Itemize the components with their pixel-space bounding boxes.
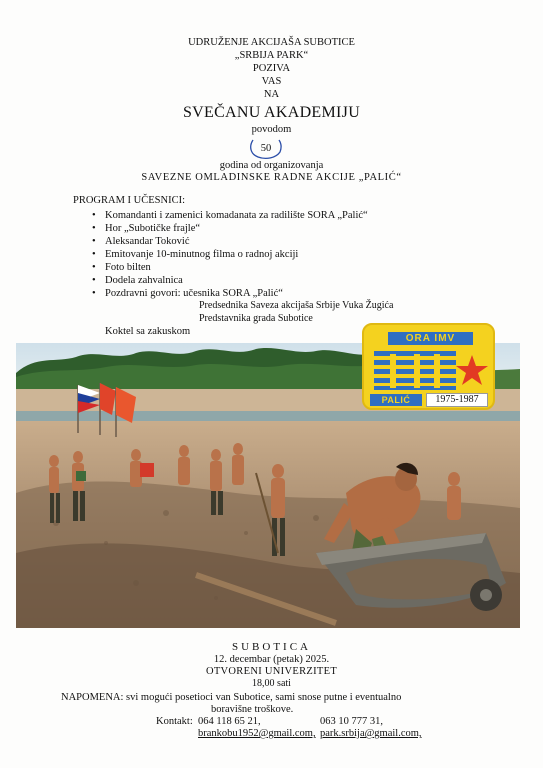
contact-email-1[interactable]: brankobu1952@gmail.com, — [198, 728, 316, 739]
badge-place: PALIĆ — [370, 394, 422, 406]
badge-footer — [368, 393, 491, 407]
program-item: • Foto bilten — [92, 261, 368, 274]
event-city: SUBOTICA — [231, 641, 311, 653]
event-date: 12. decembar (petak) 2025. — [213, 654, 330, 665]
badge-years: 1975-1987 — [426, 393, 488, 407]
organizer-name: UDRUŽENJE AKCIJAŠA SUBOTICE — [188, 37, 355, 48]
note-line-2: boravišne troškove. — [211, 704, 294, 715]
badge-title: ORA IMV — [388, 332, 473, 345]
event-time: 18,00 sati — [252, 678, 291, 689]
speaker-item: Predstavnika grada Subotice — [199, 313, 313, 324]
invite-word-poziva: POZIVA — [252, 63, 291, 74]
note-line-1: NAPOMENA: svi mogući posetioci van Subotice, sami snose putne i eventualno — [61, 692, 402, 703]
speaker-item: Predsednika Saveza akcijaša Srbije Vuka Žugića — [199, 300, 394, 311]
star-emblem-icon — [370, 349, 489, 391]
occasion-action-name: SAVEZNE OMLADINSKE RADNE AKCIJE „PALIĆ“ — [141, 172, 402, 183]
occasion-povodom: povodom — [251, 124, 292, 135]
contact-phone-1: 064 118 65 21, — [198, 716, 261, 727]
anniversary-number-text: 50 — [260, 143, 272, 154]
contact-label: Kontakt: — [156, 716, 193, 727]
program-heading: PROGRAM I UČESNICI: — [73, 195, 186, 206]
organizer-subtitle: „SRBIJA PARK“ — [234, 50, 309, 61]
occasion-years-text: godina od organizovanja — [219, 160, 324, 171]
invite-word-na: NA — [263, 89, 280, 100]
event-venue: OTVORENI UNIVERZITET — [205, 666, 338, 677]
ora-imv-badge — [362, 323, 495, 410]
program-item: • Komandanti i zamenici komadanata za radilište SORA „Palić“ — [92, 209, 368, 222]
program-closing: Koktel sa zakuskom — [105, 326, 191, 337]
contact-phone-2: 063 10 777 31, — [320, 716, 383, 727]
contact-email-2[interactable]: park.srbija@gmail.com, — [320, 728, 422, 739]
program-item: • Dodela zahvalnica — [92, 274, 368, 287]
event-title: SVEČANU AKADEMIJU — [182, 104, 361, 121]
badge-emblem — [370, 349, 489, 391]
invite-word-vas: VAS — [261, 76, 282, 87]
program-item: • Emitovanje 10-minutnog filma o radnoj akciji — [92, 248, 368, 261]
program-item: • Hor „Subotičke frajle“ — [92, 222, 368, 235]
program-item: • Pozdravni govori: učesnika SORA „Palić“ — [92, 287, 368, 300]
program-item: • Aleksandar Toković — [92, 235, 368, 248]
anniversary-number — [248, 138, 284, 160]
program-list — [92, 209, 368, 300]
